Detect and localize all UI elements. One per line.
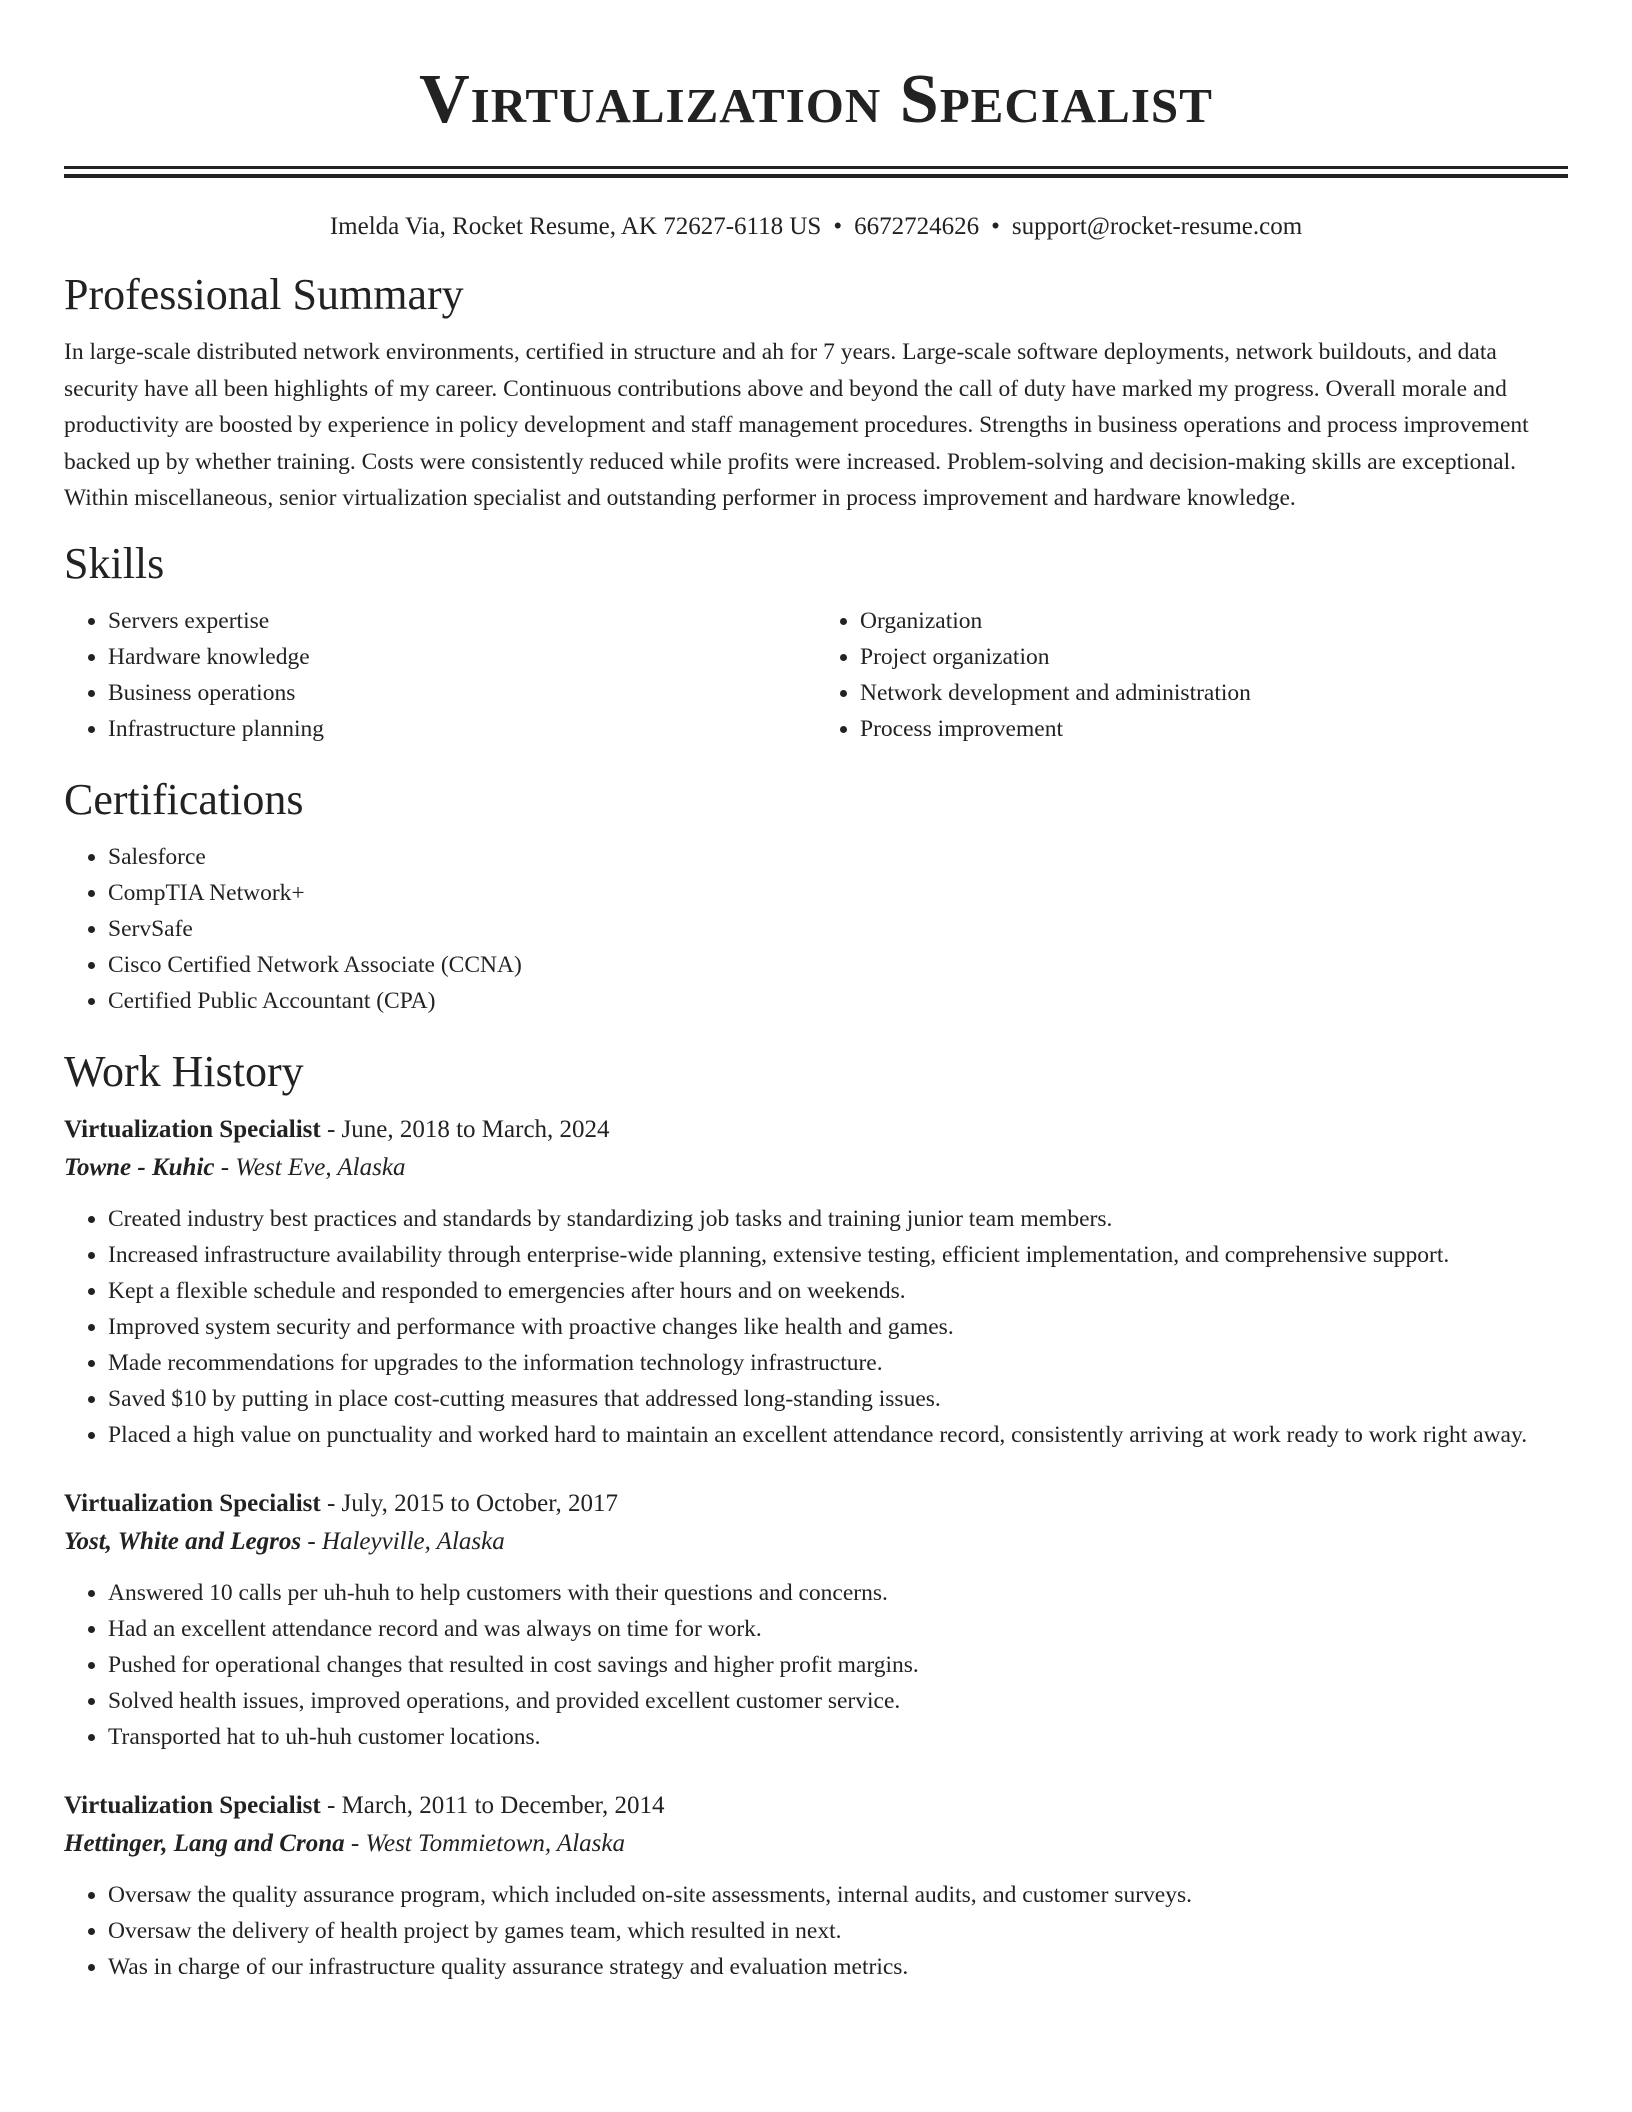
- skills-columns: [64, 603, 1568, 747]
- job-title: Virtualization Specialist: [64, 1489, 321, 1517]
- job-location: - Haleyville, Alaska: [301, 1527, 505, 1555]
- contact-address: Imelda Via, Rocket Resume, AK 72627-6118 US: [329, 213, 822, 240]
- job-bullets: [64, 1575, 1568, 1755]
- certifications-heading: Certifications: [64, 774, 304, 824]
- job-bullet: • Answered 10 calls per uh-huh to help customers with their questions and concerns.: [108, 1575, 1568, 1611]
- job-entry: [64, 1787, 1568, 1985]
- skill-item: • Business operations: [108, 675, 816, 711]
- job-company: Towne - Kuhic: [64, 1153, 215, 1181]
- job-bullet: • Placed a high value on punctuality and worked hard to maintain an excellent attendance record, consistently arriving at work ready to work right away.: [108, 1417, 1568, 1453]
- work-history-section: [64, 1045, 1568, 1985]
- job-bullets: [64, 1877, 1568, 1985]
- contact-line: [64, 210, 1568, 244]
- job-company: Yost, White and Legros: [64, 1527, 302, 1555]
- skill-item: • Process improvement: [860, 711, 1568, 747]
- summary-text: In large-scale distributed network environments, certified in structure and ah for 7 years. Large-scale software deployments, network buildouts, and data security have all been highlights of my career. Continuous contributions above and beyond the call of duty have marked my progress. Overall morale and productivity are boosted by experience in policy development and staff management procedures. Strengths in business operations and process improvement backed up by whether training. Costs were consistently reduced while profits were increased. Problem-solving and decision-making skills are exceptional. Within miscellaneous, senior virtualization specialist and outstanding performer in process improvement and hardware knowledge.: [64, 339, 1529, 512]
- work-history-heading: Work History: [64, 1046, 304, 1096]
- certifications-section: [64, 773, 1568, 1019]
- certification-item: • ServSafe: [108, 911, 1568, 947]
- skills-section: [64, 537, 1568, 747]
- job-bullet: • Oversaw the delivery of health project by games team, which resulted in next.: [108, 1913, 1568, 1949]
- contact-email: support@rocket-resume.com: [1011, 213, 1303, 240]
- job-company-line: [64, 1523, 1568, 1561]
- job-bullets: [64, 1201, 1568, 1453]
- contact-separator: •: [991, 213, 1000, 240]
- skill-item: • Organization: [860, 603, 1568, 639]
- job-dates: - July, 2015 to October, 2017: [320, 1489, 619, 1517]
- job-location: - West Eve, Alaska: [214, 1153, 406, 1181]
- contact-separator: •: [833, 213, 843, 240]
- job-entry: [64, 1485, 1568, 1755]
- job-entry: [64, 1111, 1568, 1453]
- title-divider: [64, 166, 1568, 178]
- job-title: Virtualization Specialist: [64, 1791, 321, 1819]
- job-title: Virtualization Specialist: [64, 1115, 321, 1143]
- job-header: [64, 1485, 1568, 1523]
- skill-item: • Servers expertise: [108, 603, 816, 639]
- certification-item: • Certified Public Accountant (CPA): [108, 983, 1568, 1019]
- job-bullet: • Transported hat to uh-huh customer locations.: [108, 1719, 1568, 1755]
- skill-item: • Hardware knowledge: [108, 639, 816, 675]
- skills-list-right: [816, 603, 1568, 747]
- certification-item: • Salesforce: [108, 839, 1568, 875]
- certifications-list: [64, 839, 1568, 1019]
- job-header: [64, 1111, 1568, 1149]
- skills-list-left: [64, 603, 816, 747]
- skills-heading: Skills: [64, 538, 165, 588]
- job-company-line: [64, 1825, 1568, 1863]
- certification-item: • CompTIA Network+: [108, 875, 1568, 911]
- job-company: Hettinger, Lang and Crona: [64, 1829, 345, 1857]
- summary-heading: Professional Summary: [64, 270, 464, 319]
- contact-phone: 6672724626: [854, 213, 980, 240]
- job-bullet: • Improved system security and performance with proactive changes like health and games.: [108, 1309, 1568, 1345]
- skill-item: • Infrastructure planning: [108, 711, 816, 747]
- resume-page: [64, 0, 1568, 1985]
- certification-item: • Cisco Certified Network Associate (CCNA): [108, 947, 1568, 983]
- job-bullet: • Oversaw the quality assurance program, which included on-site assessments, internal audits, and customer surveys.: [108, 1877, 1568, 1913]
- skill-item: • Project organization: [860, 639, 1568, 675]
- job-bullet: • Pushed for operational changes that resulted in cost savings and higher profit margins.: [108, 1647, 1568, 1683]
- job-bullet: • Increased infrastructure availability through enterprise-wide planning, extensive testing, efficient implementation, and comprehensive support.: [108, 1237, 1568, 1273]
- job-company-line: [64, 1149, 1568, 1187]
- job-bullet: • Made recommendations for upgrades to the information technology infrastructure.: [108, 1345, 1568, 1381]
- job-bullet: • Kept a flexible schedule and responded to emergencies after hours and on weekends.: [108, 1273, 1568, 1309]
- summary-section: [64, 268, 1568, 517]
- job-bullet: • Was in charge of our infrastructure quality assurance strategy and evaluation metrics.: [108, 1949, 1568, 1985]
- job-bullet: • Solved health issues, improved operations, and provided excellent customer service.: [108, 1683, 1568, 1719]
- job-dates: - June, 2018 to March, 2024: [320, 1115, 610, 1143]
- job-bullet: • Created industry best practices and standards by standardizing job tasks and training junior team members.: [108, 1201, 1568, 1237]
- job-location: - West Tommietown, Alaska: [344, 1829, 625, 1857]
- resume-title: Virtualization Specialist: [419, 61, 1213, 138]
- job-header: [64, 1787, 1568, 1825]
- skill-item: • Network development and administration: [860, 675, 1568, 711]
- job-dates: - March, 2011 to December, 2014: [320, 1791, 665, 1819]
- job-bullet: • Had an excellent attendance record and was always on time for work.: [108, 1611, 1568, 1647]
- job-bullet: • Saved $10 by putting in place cost-cutting measures that addressed long-standing issues.: [108, 1381, 1568, 1417]
